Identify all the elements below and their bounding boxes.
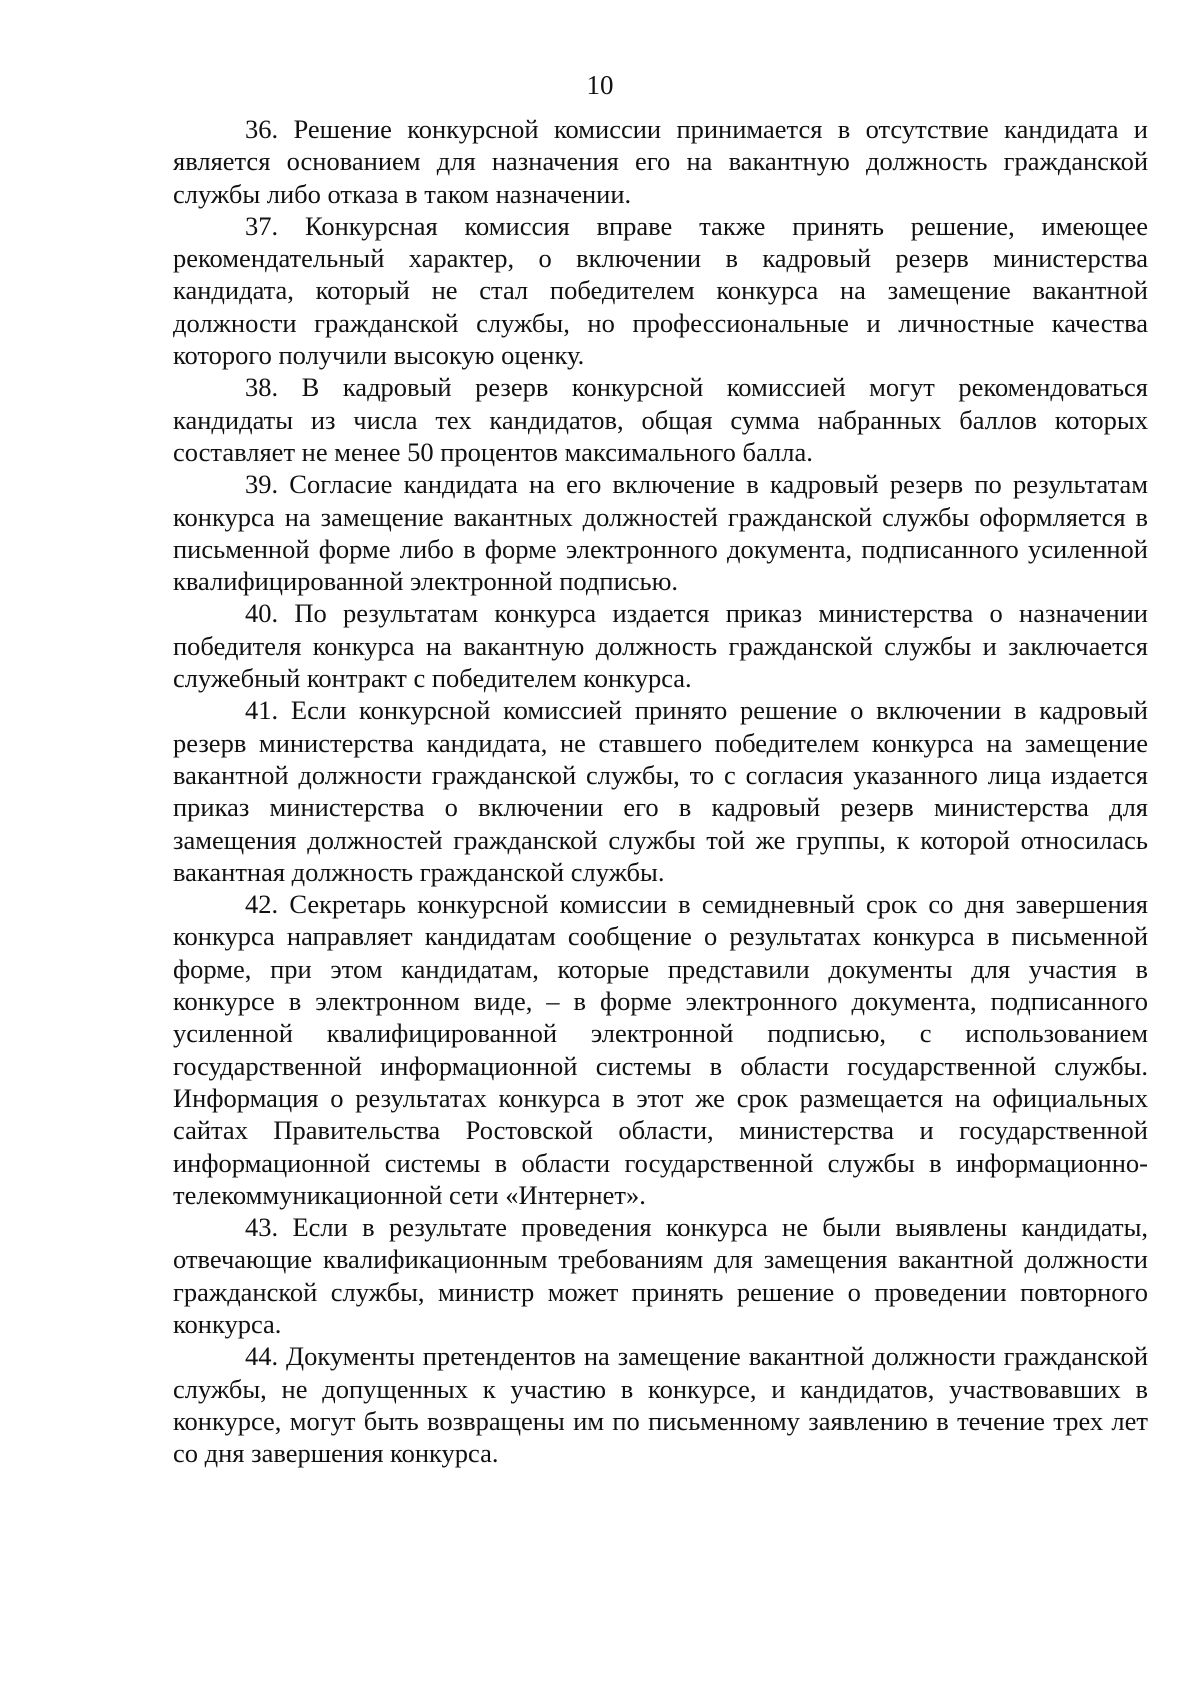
paragraph-40: 40. По результатам конкурса издается приказ министерства о назначении победителя конкурса на вакантную должность гражданской службы и заключается служебный контракт с победителем конкурса. [173,598,1148,694]
paragraph-43: 43. Если в результате проведения конкурса не были выявлены кандидаты, отвечающие квалификационным требованиям для замещения вакантной должности гражданской службы, министр может принять решение о проведении повторного конкурса. [173,1212,1148,1339]
paragraph-44: 44. Документы претендентов на замещение вакантной должности гражданской службы, не допущенных к участию в конкурсе, и кандидатов, участвовавших в конкурсе, могут быть возвращены им по письменному заявлению в течение трех лет со дня завершения конкурса. [173,1341,1148,1469]
paragraph-41: 41. Если конкурсной комиссией принято решение о включении в кадровый резерв министерства кандидата, не ставшего победителем конкурса на замещение вакантной должности гражданской службы, то с согласия указанного лица издается приказ министерства о включении его в кадровый резерв министерства для замещения должностей гражданской службы той же группы, к которой относилась вакантная должность гражданской службы. [173,695,1148,887]
paragraph-36: 36. Решение конкурсной комиссии принимается в отсутствие кандидата и является основанием для назначения его на вакантную должность гражданской службы либо отказа в таком назначении. [173,114,1148,209]
paragraph-39: 39. Согласие кандидата на его включение в кадровый резерв по результатам конкурса на замещение вакантных должностей гражданской службы оформляется в письменной форме либо в форме электронного документа, подписанного усиленной квалифицированной электронной подписью. [173,469,1148,597]
paragraph-42: 42. Секретарь конкурсной комиссии в семидневный срок со дня завершения конкурса направляет кандидатам сообщение о результатах конкурса в письменной форме, при этом кандидатам, которые представили документы для участия в конкурсе в электронном виде, – в форме электронного документа, подписанного усиленной квалифицированной электронной подписью, с использованием государственной информационной системы в области государственной службы. Информация о результатах конкурса в этот же срок размещается на официальных сайтах Правительства Ростовской области, министерства и государственной информационной системы в области государственной службы в информационно-телекоммуникационной сети «Интернет». [173,889,1148,1210]
page-number: 10 [586,70,614,100]
paragraph-37: 37. Конкурсная комиссия вправе также принять решение, имеющее рекомендательный характер, о включении в кадровый резерв министерства кандидата, который не стал победителем конкурса на замещение вакантной должности гражданской службы, но профессиональные и личностные качества которого получили высокую оценку. [173,210,1148,371]
document-body [173,113,1148,1469]
paragraph-38: 38. В кадровый резерв конкурсной комиссией могут рекомендоваться кандидаты из числа тех кандидатов, общая сумма набранных баллов которых составляет не менее 50 процентов максимального балла. [173,372,1148,467]
